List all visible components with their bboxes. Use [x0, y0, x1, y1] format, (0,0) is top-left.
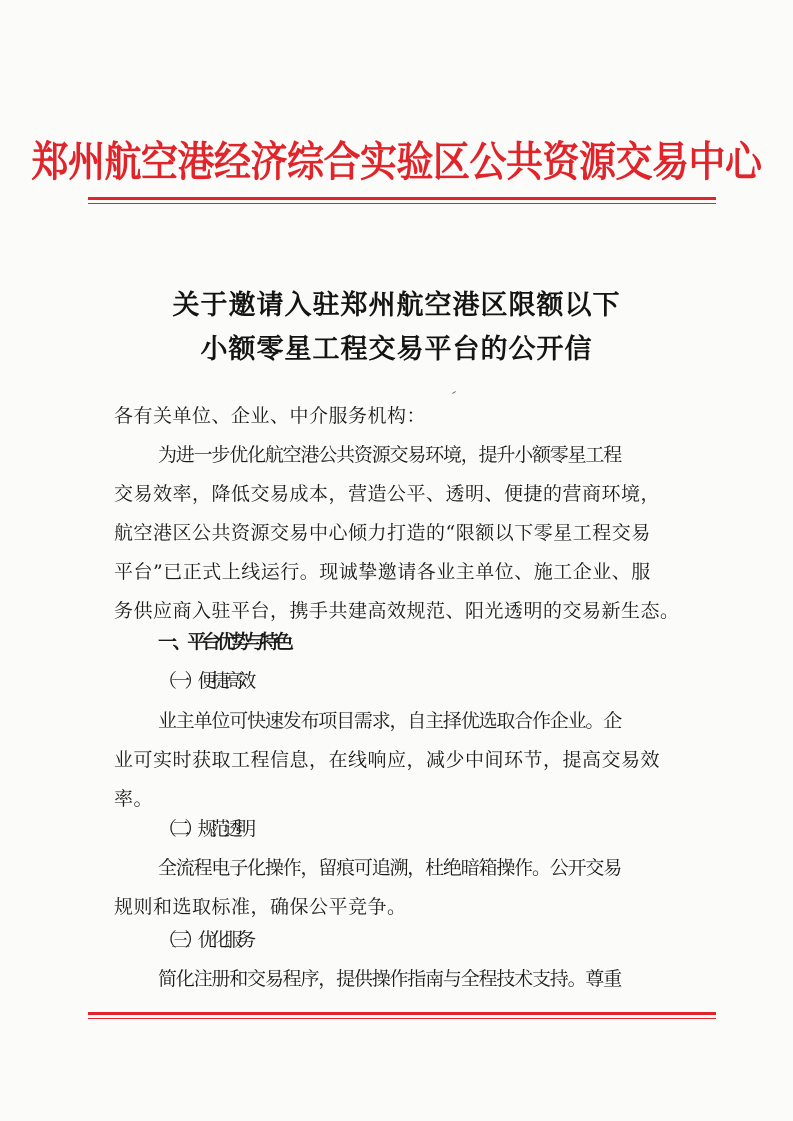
- paragraph-line: 简化注册和交易程序，提供操作指南与全程技术支持。尊重: [158, 968, 622, 990]
- section-heading: 一、平台优势与特色: [158, 631, 290, 653]
- footer-rule-thin: [88, 1018, 716, 1019]
- document-title-line-2: 小额零星工程交易平台的公开信: [200, 334, 593, 365]
- paragraph-line: 平台”已正式上线运行。现诚挚邀请各业主单位、施工企业、服: [114, 561, 651, 583]
- paragraph-line: 规则和选取标准，确保公平竞争。: [114, 896, 407, 918]
- salutation: 各有关单位、企业、中介服务机构：: [114, 405, 427, 427]
- letterhead-rule-thick: [88, 197, 716, 200]
- subsection-heading: （一）便捷高效: [158, 670, 251, 692]
- paragraph-line: 交易效率，降低交易成本，营造公平、透明、便捷的营商环境，: [114, 483, 661, 505]
- paragraph-line: 为进一步优化航空港公共资源交易环境，提升小额零星工程: [158, 444, 622, 466]
- footer-rule-thick: [88, 1012, 716, 1015]
- letterhead-org-name: 郑州航空港经济综合实验区公共资源交易中心: [31, 138, 762, 187]
- paragraph-line: 航空港区公共资源交易中心倾力打造的“限额以下零星工程交易: [114, 522, 651, 544]
- document-title-line-1: 关于邀请入驻郑州航空港区限额以下: [172, 290, 621, 321]
- subsection-heading: （二）规范透明: [158, 818, 251, 840]
- paragraph-line: 率。: [114, 788, 154, 810]
- paragraph-line: 务供应商入驻平台，携手共建高效规范、阳光透明的交易新生态。: [114, 600, 680, 622]
- paragraph-line: 全流程电子化操作，留痕可追溯，杜绝暗箱操作。公开交易: [158, 857, 622, 879]
- scan-mark: [452, 391, 456, 394]
- letterhead-rule-thin: [88, 203, 716, 204]
- paragraph-line: 业主单位可快速发布项目需求，自主择优选取合作企业。企: [158, 710, 622, 732]
- subsection-heading: （三）优化服务: [158, 929, 251, 951]
- paragraph-line: 业可实时获取工程信息，在线响应，减少中间环节，提高交易效: [114, 749, 661, 771]
